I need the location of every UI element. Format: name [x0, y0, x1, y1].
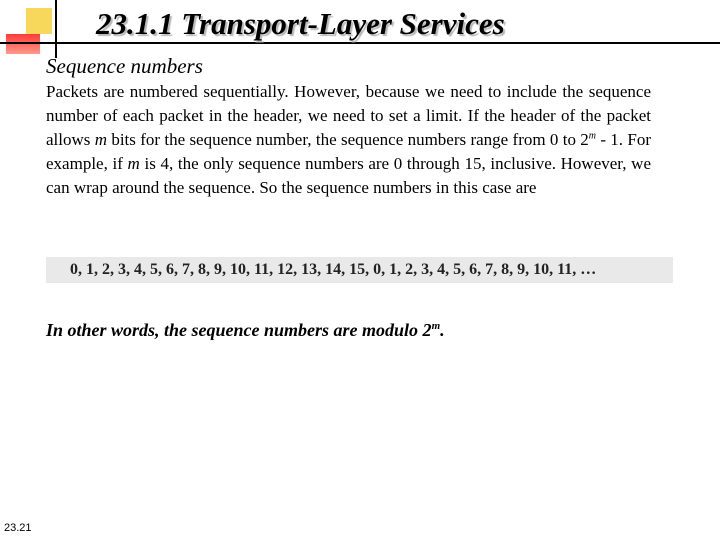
closing-text: In other words, the sequence numbers are modulo 2	[46, 320, 432, 340]
sequence-numbers-text: 0, 1, 2, 3, 4, 5, 6, 7, 8, 9, 10, 11, 12, 13, 14, 15, 0, 1, 2, 3, 4, 5, 6, 7, 8, 9, 10, 11, …	[70, 261, 597, 278]
closing-exponent: m	[431, 320, 441, 332]
decorative-vertical-line	[55, 0, 57, 58]
paragraph-text-1: Packets are numbered sequentially. However, because we need to include the sequence number of each packet in the header, we need to set a limit. If the header of the packet allows	[46, 82, 651, 149]
decorative-red-square	[6, 34, 40, 54]
slide-title: 23.1.1 Transport-Layer Services	[96, 6, 505, 41]
paragraph-text-2: bits for the sequence number, the sequence numbers range from 0 to 2	[107, 130, 589, 149]
title-underline	[0, 42, 720, 44]
body-paragraph	[46, 80, 651, 200]
decorative-yellow-square	[26, 8, 52, 34]
slide-number: 23.21	[4, 522, 32, 534]
variable-m: m	[127, 154, 140, 173]
paragraph-text-3: - 1. For example, if	[46, 130, 651, 173]
section-subheading: Sequence numbers	[46, 54, 203, 78]
exponent-m: m	[588, 130, 596, 142]
paragraph-text-4: is 4, the only sequence numbers are 0 through 15, inclusive. However, we can wrap around the sequence. So the sequence numbers in this case are	[46, 154, 652, 197]
closing-period: .	[440, 320, 445, 340]
sequence-example-box	[46, 257, 673, 283]
variable-m: m	[94, 130, 107, 149]
closing-statement	[46, 320, 445, 341]
